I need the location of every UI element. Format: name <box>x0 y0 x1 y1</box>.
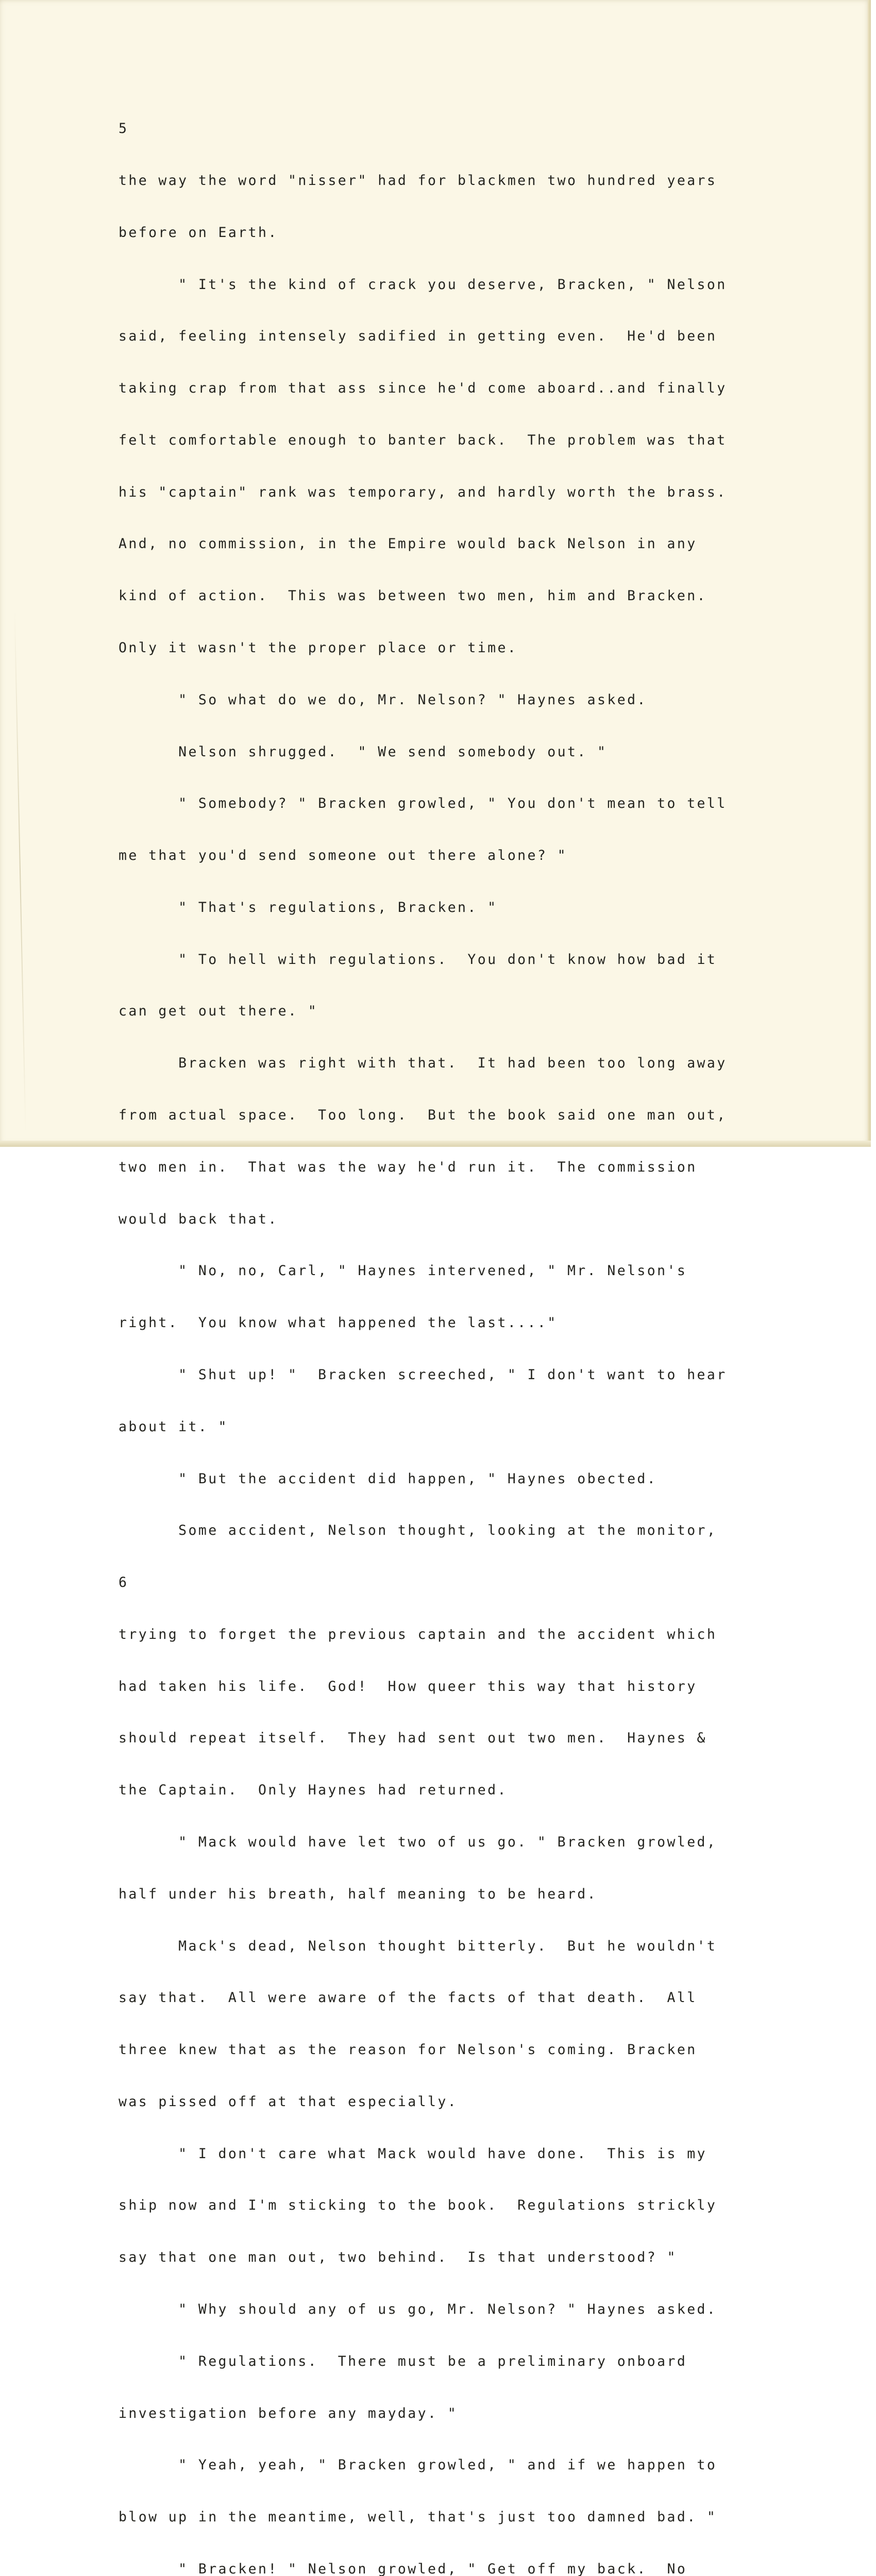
text-line: " No, no, Carl, " Haynes intervened, " Mr. Nelson's <box>119 1263 687 1279</box>
text-line: kind of action. This was between two men, him and Bracken. <box>119 588 707 604</box>
text-line: taking crap from that ass since he'd come aboard..and finally <box>119 380 727 397</box>
text-line: say that. All were aware of the facts of that death. All <box>119 1990 697 2006</box>
text-line: can get out there. " <box>119 1003 318 1020</box>
text-line: " Regulations. There must be a preliminary onboard <box>119 2353 687 2369</box>
text-line: right. You know what happened the last...." <box>119 1315 558 1331</box>
text-line: felt comfortable enough to banter back. The problem was that <box>119 432 727 448</box>
page-number: 6 <box>119 1574 129 1591</box>
text-line: the Captain. Only Haynes had returned. <box>119 1782 508 1799</box>
text-line: trying to forget the previous captain and the accident which <box>119 1626 717 1642</box>
text-line: Bracken was right with that. It had been too long away <box>119 1055 727 1072</box>
text-line: me that you'd send someone out there alone? " <box>119 848 567 864</box>
text-line: his "captain" rank was temporary, and hardly worth the brass. <box>119 484 727 500</box>
text-line: say that one man out, two behind. Is that understood? " <box>119 2249 677 2266</box>
text-line: " That's regulations, Bracken. " <box>119 899 498 916</box>
text-line: three knew that as the reason for Nelson's coming. Bracken <box>119 2042 697 2058</box>
text-line: " So what do we do, Mr. Nelson? " Haynes asked. <box>119 691 647 708</box>
text-line: blow up in the meantime, well, that's just too damned bad. " <box>119 2509 717 2526</box>
text-line: Nelson shrugged. " We send somebody out. " <box>119 743 608 760</box>
text-line: " Why should any of us go, Mr. Nelson? " Haynes asked. <box>119 2301 717 2317</box>
text-line: about it. " <box>119 1418 228 1435</box>
text-line: investigation before any mayday. " <box>119 2405 458 2421</box>
text-line: said, feeling intensely sadified in getting even. He'd been <box>119 328 717 345</box>
text-line: " To hell with regulations. You don't know how bad it <box>119 951 717 968</box>
text-line: " Shut up! " Bracken screeched, " I don't want to hear <box>119 1366 727 1383</box>
text-line: " Yeah, yeah, " Bracken growled, " and if we happen to <box>119 2457 717 2473</box>
text-line: And, no commission, in the Empire would back Nelson in any <box>119 536 697 552</box>
text-line: was pissed off at that especially. <box>119 2093 458 2110</box>
text-line: half under his breath, half meaning to be heard. <box>119 1886 598 1902</box>
typewritten-text <box>119 86 763 2576</box>
text-line: from actual space. Too long. But the book said one man out, <box>119 1107 727 1124</box>
text-line: " It's the kind of crack you deserve, Bracken, " Nelson <box>119 276 727 293</box>
text-line: Mack's dead, Nelson thought bitterly. But he wouldn't <box>119 1938 717 1954</box>
text-line: before on Earth. <box>119 224 278 241</box>
page-number: 5 <box>119 121 129 137</box>
text-line: would back that. <box>119 1211 278 1227</box>
text-line: Only it wasn't the proper place or time. <box>119 640 518 656</box>
text-line: " Bracken! " Nelson growled, " Get off my back. No <box>119 2561 687 2576</box>
text-line: " Mack would have let two of us go. " Bracken growled, <box>119 1834 717 1850</box>
text-line: " But the accident did happen, " Haynes obected. <box>119 1470 658 1487</box>
text-line: two men in. That was the way he'd run it. The commission <box>119 1159 697 1175</box>
paper-crease <box>14 608 26 1133</box>
text-line: Some accident, Nelson thought, looking at the monitor, <box>119 1522 717 1539</box>
paper-right-edge <box>868 0 871 1147</box>
text-line: " Somebody? " Bracken growled, " You don't mean to tell <box>119 795 727 812</box>
text-line: " I don't care what Mack would have done. This is my <box>119 2145 707 2162</box>
text-line: the way the word "nisser" had for blackmen two hundred years <box>119 172 717 189</box>
text-line: ship now and I'm sticking to the book. Regulations strickly <box>119 2197 717 2214</box>
text-line: should repeat itself. They had sent out two men. Haynes & <box>119 1730 707 1747</box>
text-line: had taken his life. God! How queer this way that history <box>119 1678 697 1694</box>
